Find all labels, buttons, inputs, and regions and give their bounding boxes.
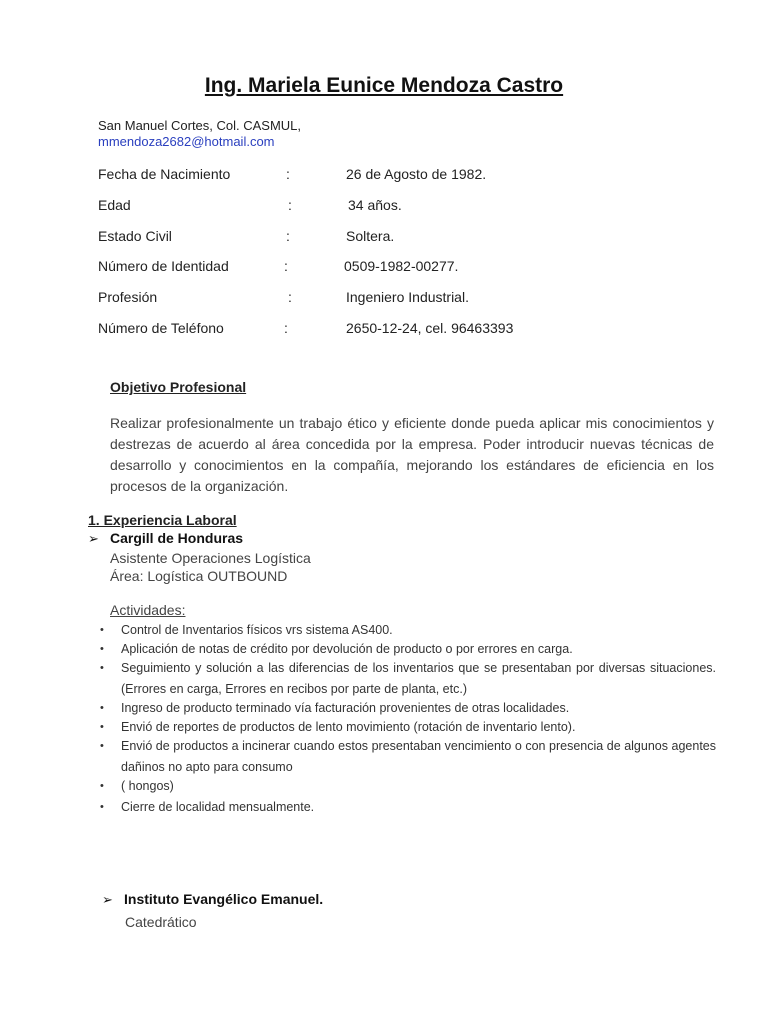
list-item: [98, 718, 716, 737]
bullet-icon: •: [100, 800, 104, 813]
activities-list: [98, 621, 716, 816]
list-item: [98, 777, 716, 796]
info-value: 2650-12-24, cel. 96463393: [346, 320, 514, 336]
bullet-icon: •: [100, 720, 104, 733]
list-item: [98, 736, 716, 777]
info-value: 0509-1982-00277.: [344, 258, 459, 274]
job-instituto: [102, 891, 323, 908]
bullet-icon: •: [100, 780, 104, 792]
resume-title: Ing. Mariela Eunice Mendoza Castro: [204, 74, 564, 97]
info-label: Número de Identidad: [98, 258, 229, 274]
activity-text: Ingreso de producto terminado vía facturación provenientes de otras localidades.: [121, 701, 570, 715]
activity-text: Aplicación de notas de crédito por devolución de producto o por errores en carga.: [121, 641, 573, 656]
info-value: 34 años.: [348, 197, 402, 213]
company-name: Instituto Evangélico Emanuel.: [124, 891, 324, 907]
info-separator: :: [286, 166, 290, 182]
info-label: Estado Civil: [98, 228, 172, 244]
bullet-icon: •: [100, 662, 104, 674]
job-area: Área: Logística OUTBOUND: [110, 568, 288, 584]
list-item: [98, 699, 716, 718]
activity-text: Seguimiento y solución a las diferencias de los inventarios que se presentaban por diversas situaciones. (Errores en carga, Errores en recibos por parte de planta, etc.): [121, 661, 716, 696]
arrow-bullet-icon: ➢: [102, 892, 113, 907]
info-row-birthdate: [98, 166, 698, 184]
list-item: [98, 640, 716, 659]
info-separator: :: [288, 289, 292, 305]
info-label: Edad: [98, 197, 131, 213]
info-separator: :: [284, 320, 288, 336]
activity-text: Cierre de localidad mensualmente.: [121, 799, 315, 814]
address: San Manuel Cortes, Col. CASMUL,: [98, 118, 302, 133]
info-label: Fecha de Nacimiento: [98, 166, 231, 182]
activity-text: ( hongos): [121, 779, 174, 793]
list-item: [98, 621, 716, 640]
job-cargill: [88, 530, 243, 547]
info-label: Profesión: [98, 289, 158, 305]
info-row-age: [98, 197, 698, 215]
activities-heading: Actividades:: [110, 602, 186, 618]
company-name: Cargill de Honduras: [110, 530, 244, 546]
job-position: Asistente Operaciones Logística: [110, 550, 311, 566]
info-row-id-number: [98, 258, 698, 276]
info-separator: :: [286, 228, 290, 244]
bullet-icon: •: [100, 642, 104, 655]
info-value: Ingeniero Industrial.: [346, 289, 469, 305]
bullet-icon: •: [100, 740, 104, 752]
email-link[interactable]: mmendoza2682@hotmail.com: [98, 134, 275, 149]
bullet-icon: •: [100, 624, 104, 636]
info-label: Número de Teléfono: [98, 320, 224, 336]
objective-paragraph: Realizar profesionalmente un trabajo ético y eficiente donde pueda aplicar mis conocimientos y destrezas de acuerdo al área concedida por la empresa. Poder introducir nuevas técnicas de desarrollo y conocimientos en la compañía, mejorando los estándares de eficiencia en los procesos de la organización.: [110, 415, 714, 494]
list-item: [98, 798, 716, 817]
info-separator: :: [284, 258, 288, 274]
info-separator: :: [288, 197, 292, 213]
info-row-civil-status: [98, 228, 698, 246]
objective-heading: Objetivo Profesional: [110, 379, 247, 395]
job-position: Catedrático: [125, 914, 197, 930]
experience-heading: 1. Experiencia Laboral: [88, 512, 237, 528]
info-row-profession: [98, 289, 698, 307]
bullet-icon: •: [100, 702, 104, 714]
info-row-phone: [98, 320, 698, 338]
list-item: [98, 658, 716, 699]
activity-text: Control de Inventarios físicos vrs sistema AS400.: [121, 623, 393, 637]
activity-text: Envió de productos a incinerar cuando estos presentaban vencimiento o con presencia de algunos agentes dañinos no apto para consumo: [121, 739, 716, 774]
arrow-bullet-icon: ➢: [88, 531, 99, 546]
info-value: Soltera.: [346, 228, 395, 244]
info-value: 26 de Agosto de 1982.: [346, 166, 487, 182]
activity-text: Envió de reportes de productos de lento movimiento (rotación de inventario lento).: [121, 719, 576, 734]
